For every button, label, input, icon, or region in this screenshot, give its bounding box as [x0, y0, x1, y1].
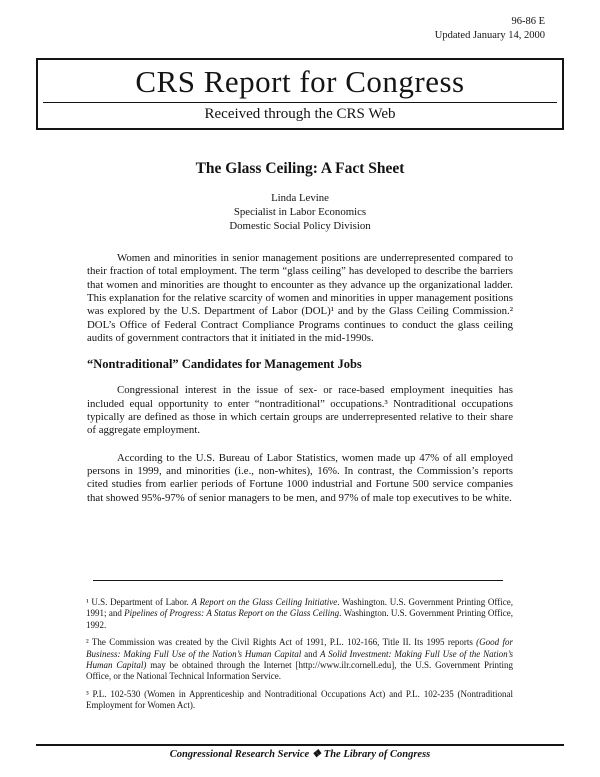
footnote — [86, 689, 513, 712]
footnote-cited-title: (Good for Business: Making Full Use of the Nation’s Human Capital — [86, 637, 514, 659]
crs-banner-box — [36, 58, 564, 130]
report-title: The Glass Ceiling: A Fact Sheet — [195, 160, 405, 177]
section-paragraph-2: According to the U.S. Bureau of Labor Statistics, women made up 47% of all employed persons in 1999, and minorities (i.e., non-whites), 16%. In contrast, the Commission’s reports cited studies from earlier periods of Fortune 1000 industrial and Fortune 500 service companies that showed 95%-97% of senior managers to be men, and 97% of male top executives to be white. — [87, 451, 513, 504]
section-heading: “Nontraditional” Candidates for Management Jobs — [87, 357, 362, 372]
footnote-cited-title: A Report on the Glass Ceiling Initiative — [191, 597, 338, 607]
page-footer — [0, 744, 600, 760]
footnote-cited-title: A Solid Investment: Making Full Use of the Nation’s Human Capital) — [86, 648, 513, 671]
report-body — [87, 252, 513, 505]
intro-paragraph: Women and minorities in senior management positions are underrepresented compared to their fraction of total employment. The term “glass ceiling” has developed to describe the barriers that women and minorities are thought to encounter as they advance up the organizational ladder. This explanation for the relative scarcity of women and minorities in upper management positions was explored by the U.S. Department of Labor (DOL)¹ and by the Glass Ceiling Commission.² DOL’s Office of Federal Contract Compliance Programs continues to conduct the glass ceiling audits of government contractors that it initiated in the mid-1990s. — [87, 252, 513, 345]
crs-banner-title: CRS Report for Congress — [135, 64, 465, 99]
doc-number: 96-86 E — [511, 16, 545, 27]
footnote — [86, 597, 513, 631]
crs-banner-subtitle: Received through the CRS Web — [204, 106, 396, 122]
author-role: Specialist in Labor Economics — [233, 205, 367, 218]
section-paragraph-1: Congressional interest in the issue of sex- or race-based employment inequities has included equal opportunity to enter “nontraditional” occupations.³ Nontraditional occupations typically are defined as those in which certain groups are underrepresented relative to their share of aggregate employment. — [87, 384, 513, 437]
footnote-text: ² The Commission was created by the Civil Rights Act of 1991, P.L. 102-166, Title II. Its 1995 reports — [86, 637, 477, 648]
author-division: Domestic Social Policy Division — [229, 219, 371, 232]
footnote-text: . Washington. U.S. Government Printing Office, 1991; and — [86, 597, 513, 619]
footnote-text: ³ P.L. 102-530 (Women in Apprenticeship and Nontraditional Occupations Act) and P.L. 102-235 (Nontraditional Employment for Women Act). — [86, 688, 513, 711]
footer-divider — [36, 744, 564, 746]
doc-meta — [435, 15, 545, 42]
footnote-text: ¹ U.S. Department of Labor. — [86, 597, 192, 607]
author-block — [0, 192, 600, 233]
footnote — [86, 637, 513, 683]
footnotes — [86, 590, 513, 718]
footnote-separator — [93, 580, 503, 581]
footnote-text: and — [301, 648, 320, 659]
footnote-cited-title: Pipelines of Progress: A Status Report on the Glass Ceiling — [124, 608, 340, 619]
author-name: Linda Levine — [271, 192, 329, 204]
footer-text: Congressional Research Service ❖ The Library of Congress — [169, 749, 431, 760]
doc-updated-date: Updated January 14, 2000 — [434, 29, 545, 41]
footnote-text: may be obtained through the Internet [http://www.ilr.cornell.edu], the U.S. Government Printing Office, or the National Technical Information Service. — [86, 660, 513, 682]
footnote-text: . Washington. U.S. Government Printing Office, 1992. — [86, 608, 513, 630]
